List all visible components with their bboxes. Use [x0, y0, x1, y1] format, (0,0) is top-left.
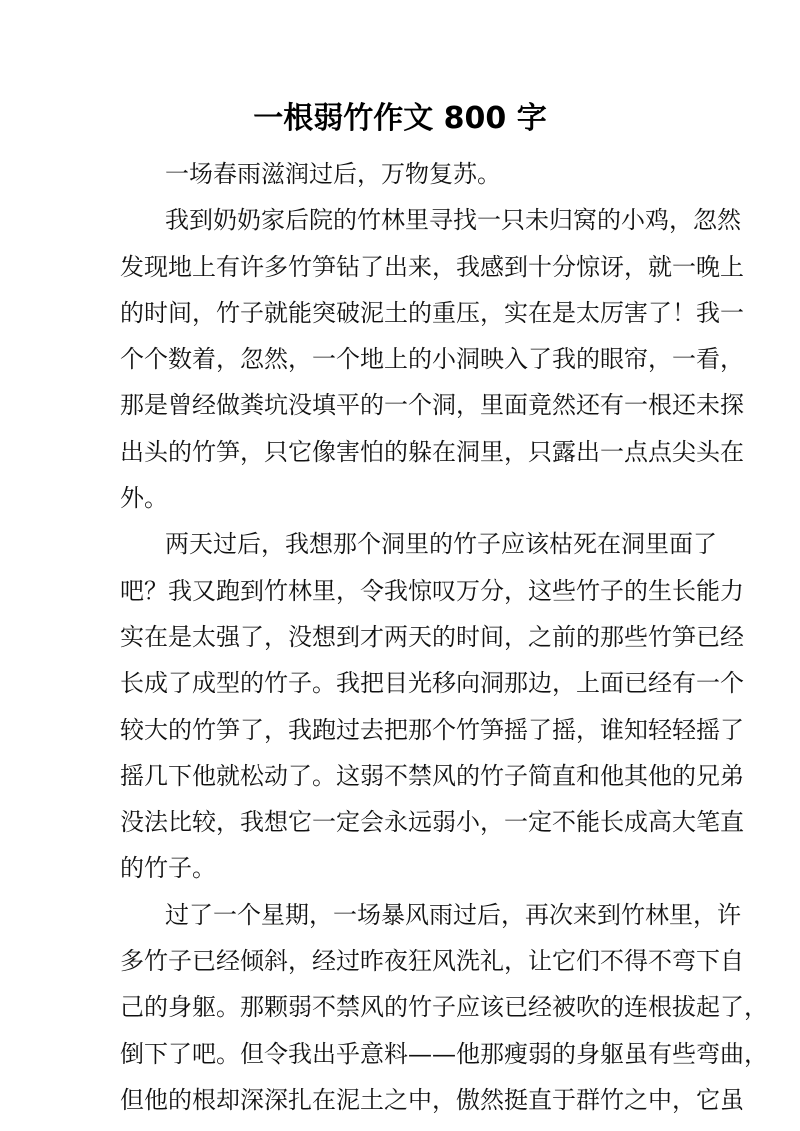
paragraph-1-line-1: 一场春雨滋润过后，万物复苏。: [165, 160, 501, 188]
paragraph-3-line-2: 吧？我又跑到竹林里，令我惊叹万分，这些竹子的生长能力: [120, 576, 744, 605]
paragraph-4-line-5: 但他的根却深深扎在泥土之中，傲然挺直于群竹之中，它虽: [120, 1085, 744, 1114]
paragraph-2-line-4: 个个数着，忽然，一个地上的小洞映入了我的眼帘，一看，: [120, 345, 744, 374]
paragraph-3-line-8: 的竹子。: [120, 854, 216, 883]
paragraph-3-line-6: 摇几下他就松动了。这弱不禁风的竹子简直和他其他的兄弟: [120, 761, 744, 790]
paragraph-2-line-3: 的时间，竹子就能突破泥土的重压，实在是太厉害了！我一: [120, 298, 744, 327]
paragraph-4-line-2: 多竹子已经倾斜，经过昨夜狂风洗礼，让它们不得不弯下自: [120, 947, 744, 976]
paragraph-3-line-5: 较大的竹笋了，我跑过去把那个竹笋摇了摇，谁知轻轻摇了: [120, 715, 744, 744]
document-title: 一根弱竹作文 800 字: [253, 101, 547, 136]
paragraph-3-line-4: 长成了成型的竹子。我把目光移向洞那边，上面已经有一个: [120, 669, 744, 698]
paragraph-2-line-6: 出头的竹笋，只它像害怕的躲在洞里，只露出一点点尖头在: [120, 437, 744, 466]
paragraph-3-line-1: 两天过后，我想那个洞里的竹子应该枯死在洞里面了: [165, 530, 717, 559]
paragraph-4-line-3: 己的身躯。那颗弱不禁风的竹子应该已经被吹的连根拔起了，: [120, 993, 768, 1022]
paragraph-2-line-2: 发现地上有许多竹笋钻了出来，我感到十分惊讶，就一晚上: [120, 252, 744, 281]
paragraph-3-line-7: 没法比较，我想它一定会永远弱小，一定不能长成高大笔直: [120, 808, 744, 837]
paragraph-4-line-1: 过了一个星期，一场暴风雨过后，再次来到竹林里，许: [165, 900, 741, 929]
paragraph-2-line-7: 外。: [120, 484, 168, 513]
paragraph-2-line-1: 我到奶奶家后院的竹林里寻找一只未归窝的小鸡，忽然: [165, 206, 741, 235]
document-body: [120, 151, 768, 1123]
paragraph-3-line-3: 实在是太强了，没想到才两天的时间，之前的那些竹笋已经: [120, 622, 744, 651]
paragraph-4-line-4: 倒下了吧。但令我出乎意料——他那瘦弱的身躯虽有些弯曲，: [120, 1039, 768, 1068]
paragraph-2-line-5: 那是曾经做粪坑没填平的一个洞，里面竟然还有一根还未探: [120, 391, 744, 420]
